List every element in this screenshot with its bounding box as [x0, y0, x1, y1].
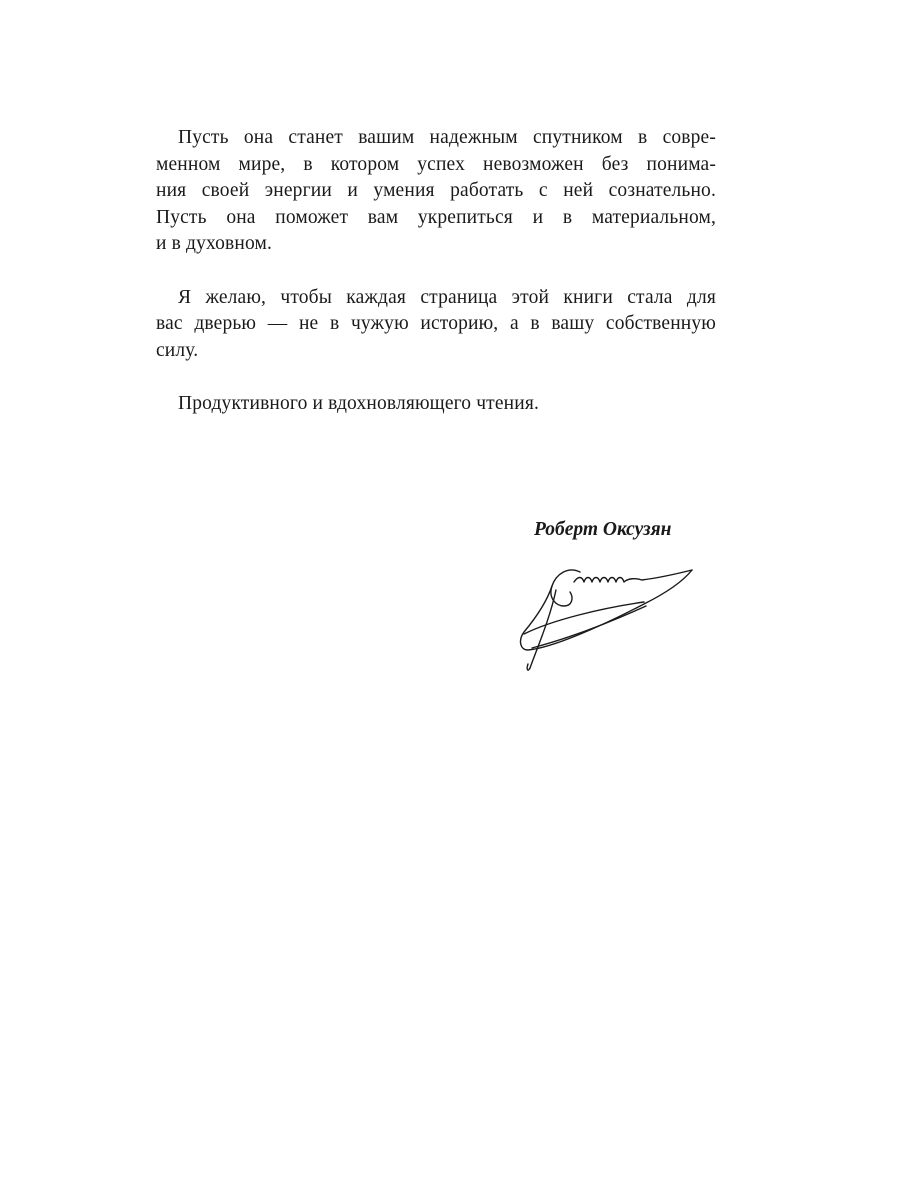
text-line: вас дверью — не в чужую историю, а в вашу собственную — [156, 313, 716, 334]
body-text — [156, 125, 716, 418]
text-line: силу. — [156, 339, 199, 361]
text-line: Пусть она станет вашим надежным спутником в совре- — [178, 127, 716, 148]
text-line: Я желаю, чтобы каждая страница этой книги стала для — [178, 286, 716, 308]
signature-icon — [512, 560, 702, 680]
paragraph-2 — [156, 285, 716, 365]
author-name: Роберт Оксузян — [534, 519, 672, 540]
text-line: и в духовном. — [156, 233, 273, 254]
text-line: менном мире, в котором успех невозможен без понима- — [156, 153, 716, 175]
text-line: ния своей энергии и умения работать с ней сознательно. — [156, 180, 716, 201]
paragraph-spacer — [156, 364, 716, 391]
text-line: Пусть она поможет вам укрепиться и в материальном, — [156, 206, 716, 228]
text-line: Продуктивного и вдохновляющего чтения. — [178, 393, 539, 414]
paragraph-spacer — [156, 258, 716, 285]
paragraph-3 — [156, 391, 716, 418]
paragraph-1 — [156, 125, 716, 258]
